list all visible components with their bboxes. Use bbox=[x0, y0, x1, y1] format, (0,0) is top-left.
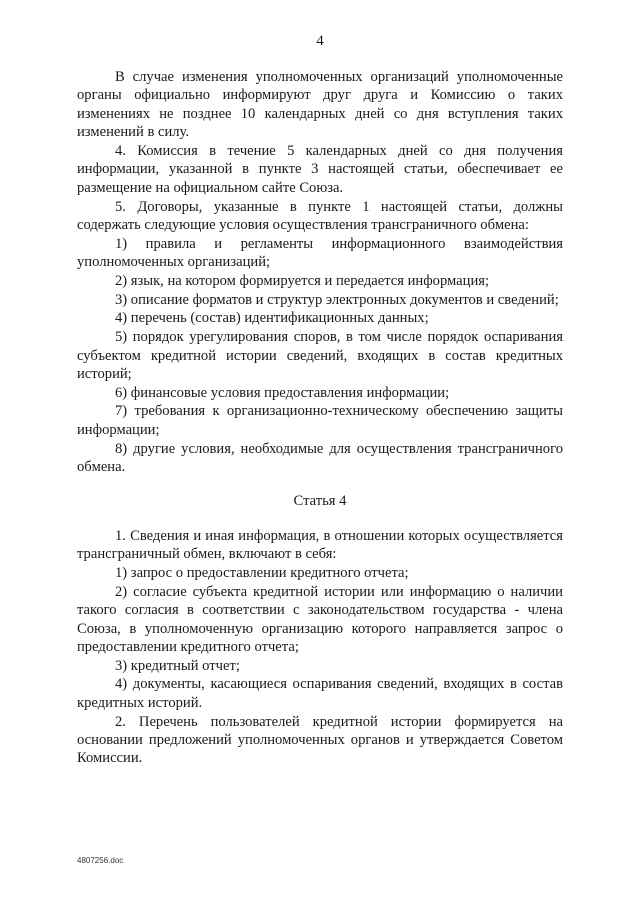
list-item: 5) порядок урегулирования споров, в том числе порядок оспаривания субъектом кредитной истории сведений, входящих в состав кредитных историй; bbox=[77, 329, 563, 382]
list-item: 3) кредитный отчет; bbox=[115, 657, 240, 674]
list-item: 3) описание форматов и структур электронных документов и сведений; bbox=[115, 291, 559, 308]
document-body bbox=[77, 68, 563, 768]
article-heading: Статья 4 bbox=[293, 493, 347, 510]
page-number: 4 bbox=[316, 33, 324, 49]
list-item: 8) другие условия, необходимые для осуществления трансграничного обмена. bbox=[77, 440, 563, 475]
paragraph: 5. Договоры, указанные в пункте 1 настоящей статьи, должны содержать следующие условия осуществления трансграничного обмена: bbox=[77, 198, 563, 233]
paragraph: 2. Перечень пользователей кредитной истории формируется на основании предложений уполномоченных органов и утверждается Советом Комиссии. bbox=[77, 713, 563, 767]
paragraph: В случае изменения уполномоченных организаций уполномоченные органы официально информируют друг друга и Комиссию о таких изменениях не позднее 10 календарных дней со дня вступления таких изменений в силу. bbox=[77, 69, 563, 141]
list-item: 1) запрос о предоставлении кредитного отчета; bbox=[115, 564, 409, 581]
paragraph: 1. Сведения и иная информация, в отношении которых осуществляется трансграничный обмен, включают в себя: bbox=[77, 527, 563, 563]
list-item: 7) требования к организационно-техническому обеспечению защиты информации; bbox=[77, 403, 563, 438]
list-item: 2) язык, на котором формируется и передается информация; bbox=[115, 272, 490, 289]
list-item: 1) правила и регламенты информационного взаимодействия уполномоченных организаций; bbox=[77, 235, 563, 271]
list-item: 6) финансовые условия предоставления информации; bbox=[115, 384, 450, 401]
list-item: 4) перечень (состав) идентификационных данных; bbox=[115, 310, 429, 327]
list-item: 4) документы, касающиеся оспаривания сведений, входящих в состав кредитных историй. bbox=[77, 676, 563, 711]
list-item: 2) согласие субъекта кредитной истории или информацию о наличии такого согласия в соответствии с законодательством государства - члена Союза, в уполномоченную организацию которого направляется запрос о предоставлении кредитного отчета; bbox=[77, 583, 563, 655]
paragraph: 4. Комиссия в течение 5 календарных дней со дня получения информации, указанной в пункте 3 настоящей статьи, обеспечивает ее размещение на официальном сайте Союза. bbox=[77, 142, 563, 196]
document-code: 4807256.doc bbox=[77, 856, 124, 865]
